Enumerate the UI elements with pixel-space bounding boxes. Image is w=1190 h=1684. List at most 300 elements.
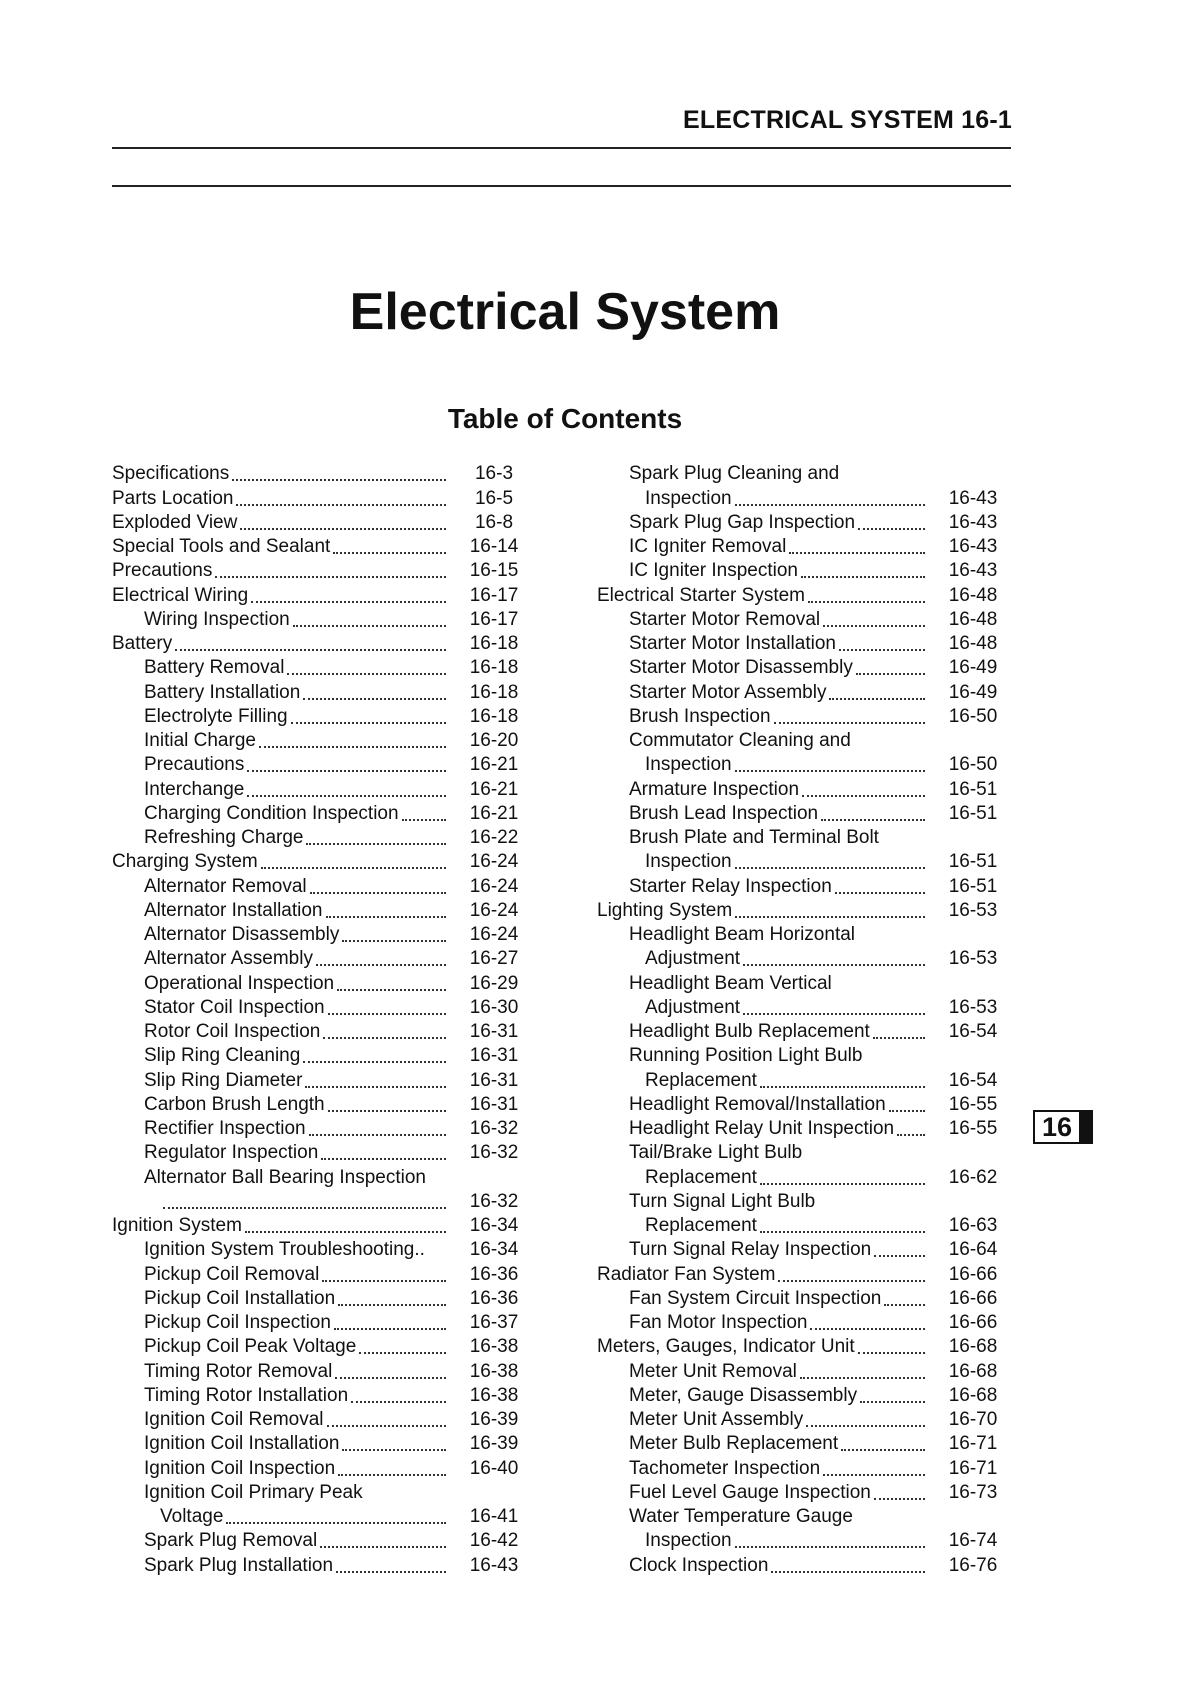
dot-leader [320, 1546, 446, 1548]
toc-entry-label: Timing Rotor Installation [144, 1384, 349, 1406]
toc-entry-label: Headlight Beam Vertical [629, 972, 832, 994]
section-tab-number: 16 [1033, 1110, 1079, 1144]
toc-entry-text [112, 1288, 450, 1310]
toc-entry-label: Fan System Circuit Inspection [629, 1287, 882, 1309]
dot-leader [810, 1328, 925, 1330]
toc-entry-text [112, 1118, 450, 1140]
dot-leader [303, 1061, 446, 1063]
toc-entry [112, 1310, 538, 1334]
toc-entry-text [597, 706, 929, 728]
dot-leader [874, 1255, 925, 1257]
dot-leader [163, 1207, 446, 1209]
toc-entry-text [597, 585, 929, 607]
toc-entry-label: Starter Motor Removal [629, 608, 821, 630]
toc-entry-page: 16-22 [469, 827, 519, 848]
dot-leader [858, 528, 925, 530]
running-header: ELECTRICAL SYSTEM 16-1 [683, 106, 1012, 134]
toc-entry [597, 631, 1017, 655]
toc-entry-label: Ignition System [112, 1215, 242, 1236]
toc-entry-text [597, 730, 929, 752]
header-rule-top [112, 147, 1011, 149]
toc-entry [112, 1455, 538, 1479]
dot-leader [337, 989, 446, 991]
toc-entry-page: 16-53 [948, 899, 998, 921]
dot-leader [829, 698, 925, 700]
toc-entry-page: 16-66 [948, 1312, 998, 1333]
toc-entry-text [597, 997, 929, 1019]
toc-entry-page: 16-8 [474, 511, 514, 533]
toc-entry-page: 16-21 [469, 802, 519, 824]
toc-entry-text [597, 1409, 929, 1431]
toc-entry [112, 485, 538, 509]
toc-entry [112, 752, 538, 776]
toc-entry-text [112, 1207, 450, 1213]
toc-entry-text [112, 1215, 450, 1237]
toc-entry [597, 1213, 1017, 1237]
toc-entry-text [112, 609, 450, 631]
toc-entry-text [597, 512, 929, 534]
toc-entry-page: 16-30 [469, 996, 519, 1018]
toc-entry-page: 16-21 [469, 778, 519, 800]
toc-entry-label: Meter Bulb Replacement [629, 1433, 839, 1455]
toc-entry-text [112, 682, 450, 704]
dot-leader [336, 1571, 446, 1573]
toc-entry-text [112, 512, 450, 534]
toc-entry-label: Parts Location [112, 487, 234, 509]
toc-entry-label: Inspection [645, 487, 732, 509]
toc-entry [597, 801, 1017, 825]
dot-leader [856, 673, 925, 675]
toc-entry-text [597, 1094, 929, 1116]
toc-entry [112, 1528, 538, 1552]
toc-entry-page: 16-71 [948, 1457, 998, 1479]
toc-entry-page: 16-32 [469, 1190, 519, 1212]
toc-entry-text [597, 1167, 929, 1189]
toc-entry-page: 16-66 [948, 1263, 998, 1285]
toc-entry [597, 607, 1017, 631]
dot-leader [342, 1449, 446, 1451]
dot-leader [247, 770, 446, 772]
toc-entry-page: 16-18 [469, 681, 519, 703]
toc-entry-label: Commutator Cleaning and [629, 730, 851, 751]
toc-entry [597, 1455, 1017, 1479]
toc-entry-text [597, 1361, 929, 1383]
dot-leader [322, 1280, 446, 1282]
toc-entry-text [112, 1094, 450, 1116]
toc-entry-text [597, 1530, 929, 1552]
toc-entry [112, 1116, 538, 1140]
toc-entry-text [112, 560, 450, 582]
toc-entry-label: Inspection [645, 1530, 732, 1552]
toc-entry-label: Exploded View [112, 511, 238, 533]
toc-entry-label: Ignition Coil Inspection [144, 1457, 336, 1479]
dot-leader [328, 1110, 446, 1112]
dot-leader [251, 601, 446, 603]
dot-leader [333, 552, 446, 554]
toc-entry [597, 485, 1017, 509]
toc-entry-label: Ignition Coil Installation [144, 1433, 340, 1455]
section-tab-bar [1079, 1110, 1093, 1144]
toc-entry-page: 16-55 [948, 1118, 998, 1139]
toc-entry [597, 1019, 1017, 1043]
dot-leader [789, 552, 925, 554]
toc-entry [112, 1019, 538, 1043]
toc-entry-page: 16-32 [469, 1142, 519, 1164]
toc-entry [597, 1480, 1017, 1504]
toc-entry-label: Precautions [144, 754, 245, 776]
dot-leader [326, 916, 447, 918]
toc-entry-label: Voltage [160, 1506, 224, 1527]
toc-entry-text [597, 560, 929, 582]
dot-leader [328, 1013, 446, 1015]
toc-entry-text [597, 1482, 929, 1504]
toc-entry-text [112, 997, 450, 1019]
toc-entry [112, 1237, 538, 1261]
toc-entry-page: 16-42 [469, 1530, 519, 1552]
toc-entry-label: IC Igniter Inspection [629, 560, 798, 582]
toc-entry [597, 1067, 1017, 1091]
toc-entry [112, 655, 538, 679]
toc-entry-page: 16-41 [469, 1506, 519, 1527]
toc-entry-page: 16-68 [948, 1360, 998, 1382]
toc-entry-page: 16-17 [469, 584, 519, 606]
dot-leader [334, 1328, 446, 1330]
dot-leader [247, 795, 446, 797]
dot-leader [860, 1401, 925, 1403]
toc-entry-page: 16-68 [948, 1384, 998, 1406]
toc-entry-page: 16-51 [948, 778, 998, 800]
toc-entry [112, 510, 538, 534]
toc-entry [112, 898, 538, 922]
toc-entry-page: 16-37 [469, 1312, 519, 1333]
section-tab [1033, 1110, 1093, 1144]
toc-entry-text [112, 1385, 450, 1407]
toc-entry-page: 16-66 [948, 1287, 998, 1309]
toc-entry-text [112, 779, 450, 801]
toc-entry-label: Alternator Removal [144, 875, 307, 897]
toc-entry-page: 16-31 [469, 1069, 519, 1091]
toc-entry [597, 534, 1017, 558]
toc-entry-label: Lighting System [597, 899, 733, 921]
toc-entry-label: Operational Inspection [144, 972, 335, 994]
toc-entry-label: Battery [112, 633, 173, 654]
toc-entry [597, 970, 1017, 994]
toc-entry [112, 946, 538, 970]
toc-entry [112, 1092, 538, 1116]
toc-entry [112, 1431, 538, 1455]
toc-entry-page: 16-38 [469, 1360, 519, 1382]
toc-entry-label: Regulator Inspection [144, 1142, 319, 1164]
toc-entry-label: Electrolyte Filling [144, 705, 288, 727]
toc-entry-label: Armature Inspection [629, 778, 800, 800]
toc-entry-label: Headlight Relay Unit Inspection [629, 1118, 895, 1139]
toc-entry-label: Brush Inspection [629, 705, 771, 727]
dot-leader [760, 1086, 925, 1088]
dot-leader [743, 1013, 925, 1015]
toc-entry [597, 510, 1017, 534]
dot-leader [293, 625, 446, 627]
toc-entry [597, 776, 1017, 800]
toc-entry-label: Pickup Coil Installation [144, 1287, 336, 1309]
toc-entry [597, 1358, 1017, 1382]
toc-entry [112, 461, 538, 485]
toc-entry-label: Starter Motor Installation [629, 633, 836, 654]
toc-entry-label: Specifications [112, 463, 230, 485]
toc-entry-text [112, 1361, 450, 1383]
dot-leader [897, 1134, 925, 1136]
toc-entry-label: Brush Lead Inspection [629, 802, 819, 824]
toc-entry [597, 1383, 1017, 1407]
dot-leader [808, 601, 925, 603]
toc-entry-text [112, 900, 450, 922]
toc-entry-text [112, 1506, 450, 1528]
dot-leader [801, 576, 925, 578]
toc-entry-label: Starter Motor Assembly [629, 681, 827, 703]
toc-entry-text [112, 924, 450, 946]
toc-entry-text [112, 1045, 450, 1067]
toc-entry-label: Starter Relay Inspection [629, 875, 832, 897]
toc-entry-page: 16-14 [469, 536, 519, 557]
toc-entry-text [112, 1021, 450, 1043]
toc-entry-label: Ignition Coil Primary Peak [144, 1481, 363, 1503]
toc-entry-text [597, 900, 929, 922]
dot-leader [839, 649, 925, 651]
toc-entry-page: 16-18 [469, 633, 519, 654]
toc-entry-label: Ignition System Troubleshooting.. [144, 1239, 425, 1261]
dot-leader [338, 1474, 446, 1476]
dot-leader [261, 867, 446, 869]
dot-leader [226, 1522, 446, 1524]
toc-entry-label: Slip Ring Cleaning [144, 1045, 301, 1067]
toc-entry-page: 16-43 [948, 511, 998, 533]
toc-entry [597, 898, 1017, 922]
toc-entry-page: 16-34 [469, 1215, 519, 1236]
toc-entry-label: Meter Unit Assembly [629, 1409, 804, 1430]
toc-entry [112, 1334, 538, 1358]
toc-entry-text [112, 706, 450, 728]
toc-entry-page: 16-71 [948, 1433, 998, 1455]
toc-entry [112, 582, 538, 606]
toc-heading: Table of Contents [447, 403, 683, 434]
toc-entry [597, 1092, 1017, 1116]
toc-entry [112, 607, 538, 631]
toc-entry-text [112, 1312, 450, 1334]
dot-leader [823, 1474, 925, 1476]
toc-entry-text [597, 1385, 929, 1407]
toc-entry-label: Tachometer Inspection [629, 1457, 821, 1479]
toc-entry [597, 558, 1017, 582]
toc-entry-text [597, 1264, 929, 1286]
dot-leader [259, 746, 446, 748]
toc-entry-label: Meter Unit Removal [629, 1360, 797, 1382]
toc-entry-label: Brush Plate and Terminal Bolt [629, 827, 879, 848]
toc-entry [112, 970, 538, 994]
toc-entry [597, 1189, 1017, 1213]
toc-entry-text [112, 1409, 450, 1431]
toc-entry-page: 16-64 [948, 1239, 998, 1261]
toc-entry-label: Tail/Brake Light Bulb [629, 1142, 803, 1164]
toc-entry-text [597, 1458, 929, 1480]
toc-entry-label: Pickup Coil Peak Voltage [144, 1336, 357, 1358]
toc-entry-page: 16-31 [469, 1045, 519, 1067]
toc-entry-page: 16-31 [469, 1093, 519, 1115]
dot-leader [823, 625, 925, 627]
toc-entry-page: 16-76 [948, 1554, 998, 1576]
toc-entry [112, 1383, 538, 1407]
toc-entry-label: Spark Plug Installation [144, 1554, 334, 1576]
toc-entry [597, 1286, 1017, 1310]
toc-entry-label: Alternator Assembly [144, 948, 313, 970]
toc-entry [597, 1334, 1017, 1358]
toc-entry-text [112, 827, 450, 849]
toc-entry [597, 752, 1017, 776]
toc-entry-label: Turn Signal Light Bulb [629, 1190, 816, 1212]
toc-entry-page: 16-54 [948, 1021, 998, 1042]
toc-entry [597, 1116, 1017, 1140]
toc-entry-text [112, 803, 450, 825]
toc-entry [597, 461, 1017, 485]
toc-entry-page: 16-54 [948, 1069, 998, 1091]
toc-entry-label: Spark Plug Gap Inspection [629, 511, 856, 533]
toc-entry-page: 16-62 [948, 1166, 998, 1188]
toc-entry [597, 1140, 1017, 1164]
toc-entry-page: 16-17 [469, 608, 519, 630]
toc-entry-label: Battery Installation [144, 681, 301, 703]
toc-entry-label: Fuel Level Gauge Inspection [629, 1481, 871, 1503]
toc-entry-text [597, 948, 929, 970]
toc-entry [112, 1067, 538, 1091]
toc-entry-text [597, 779, 929, 801]
toc-entry-page: 16-24 [469, 899, 519, 921]
dot-leader [306, 843, 446, 845]
toc-entry-label: Precautions [112, 560, 213, 582]
toc-entry-page: 16-48 [948, 584, 998, 606]
toc-entry-label: Running Position Light Bulb [629, 1045, 863, 1067]
toc-entry-label: Meters, Gauges, Indicator Unit [597, 1336, 855, 1358]
toc-entry-page: 16-15 [469, 560, 519, 582]
toc-entry-text [112, 1433, 450, 1455]
toc-entry [597, 849, 1017, 873]
toc-entry [112, 873, 538, 897]
dot-leader [359, 1352, 446, 1354]
toc-entry-label: Pickup Coil Removal [144, 1263, 320, 1285]
toc-entry-text [112, 1530, 450, 1552]
dot-leader [236, 504, 446, 506]
toc-entry [112, 1043, 538, 1067]
toc-entry-text [597, 827, 929, 849]
toc-entry-text [112, 536, 450, 558]
toc-entry [597, 946, 1017, 970]
toc-entry-page: 16-50 [948, 705, 998, 727]
toc-entry [597, 582, 1017, 606]
toc-entry-label: Alternator Ball Bearing Inspection [144, 1166, 426, 1188]
dot-leader [858, 1352, 925, 1354]
toc-entry-page: 16-48 [948, 633, 998, 654]
toc-entry-page: 16-63 [948, 1215, 998, 1236]
toc-entry-label: Charging System [112, 851, 258, 873]
toc-entry-label: IC Igniter Removal [629, 536, 787, 557]
dot-leader [771, 1571, 925, 1573]
toc-entry-text [112, 633, 450, 655]
toc-entry [597, 1164, 1017, 1188]
toc-entry [597, 704, 1017, 728]
toc-entry-page: 16-51 [948, 802, 998, 824]
toc-entry-text [597, 1215, 929, 1237]
toc-entry-label: Spark Plug Cleaning and [629, 463, 840, 485]
toc-entry-page: 16-27 [469, 948, 519, 970]
toc-entry-page: 16-53 [948, 948, 998, 970]
toc-entry-label: Special Tools and Sealant [112, 536, 331, 557]
toc-entry-page: 16-29 [469, 972, 519, 994]
dot-leader [321, 1158, 446, 1160]
toc-entry-text [112, 1142, 450, 1164]
toc-entry-page: 16-43 [948, 487, 998, 509]
dot-leader [232, 479, 446, 481]
toc-entry-label: Initial Charge [144, 730, 256, 751]
toc-entry [597, 825, 1017, 849]
toc-entry-label: Replacement [645, 1166, 757, 1188]
toc-entry-page: 16-34 [469, 1239, 519, 1261]
toc-entry-page: 16-20 [469, 730, 519, 751]
toc-entry-page: 16-55 [948, 1093, 998, 1115]
dot-leader [402, 819, 446, 821]
toc-entry-text [112, 754, 450, 776]
toc-entry-label: Wiring Inspection [144, 608, 290, 630]
toc-entry [112, 1480, 538, 1504]
toc-entry-text [597, 536, 929, 558]
dot-leader [873, 1037, 925, 1039]
toc-entry-text [597, 924, 929, 946]
toc-entry-page: 16-18 [469, 705, 519, 727]
toc-entry-page: 16-53 [948, 996, 998, 1018]
toc-entry-page: 16-48 [948, 608, 998, 630]
toc-entry-text [112, 1167, 450, 1189]
toc-entry-text [112, 876, 450, 898]
toc-entry-label: Rotor Coil Inspection [144, 1021, 321, 1042]
dot-leader [743, 964, 925, 966]
toc-entry-text [597, 1506, 929, 1528]
toc-entry-label: Starter Motor Disassembly [629, 657, 853, 679]
toc-entry-text [597, 754, 929, 776]
dot-leader [806, 1425, 925, 1427]
toc-entry [112, 825, 538, 849]
toc-entry-text [597, 609, 929, 631]
dot-leader [800, 1377, 925, 1379]
dot-leader [327, 1425, 446, 1427]
dot-leader [215, 576, 446, 578]
dot-leader [821, 819, 925, 821]
dot-leader [291, 722, 446, 724]
toc-entry-text [597, 1433, 929, 1455]
toc-entry-label: Charging Condition Inspection [144, 802, 399, 824]
toc-entry-text [597, 1191, 929, 1213]
toc-entry-text [597, 1070, 929, 1092]
toc-entry-label: Water Temperature Gauge [629, 1506, 853, 1527]
toc-entry-label: Timing Rotor Removal [144, 1360, 333, 1382]
dot-leader [760, 1183, 925, 1185]
toc-entry [112, 995, 538, 1019]
toc-entry [597, 1431, 1017, 1455]
toc-entry-label: Radiator Fan System [597, 1263, 776, 1285]
toc-entry [112, 679, 538, 703]
toc-entry-page: 16-43 [469, 1554, 519, 1576]
toc-entry-page: 16-74 [948, 1530, 998, 1552]
toc-entry-text [597, 1118, 929, 1140]
toc-entry-page: 16-49 [948, 681, 998, 703]
toc-entry-text [112, 1482, 450, 1504]
toc-entry-label: Slip Ring Diameter [144, 1069, 303, 1091]
toc-entry-label: Replacement [645, 1069, 757, 1091]
